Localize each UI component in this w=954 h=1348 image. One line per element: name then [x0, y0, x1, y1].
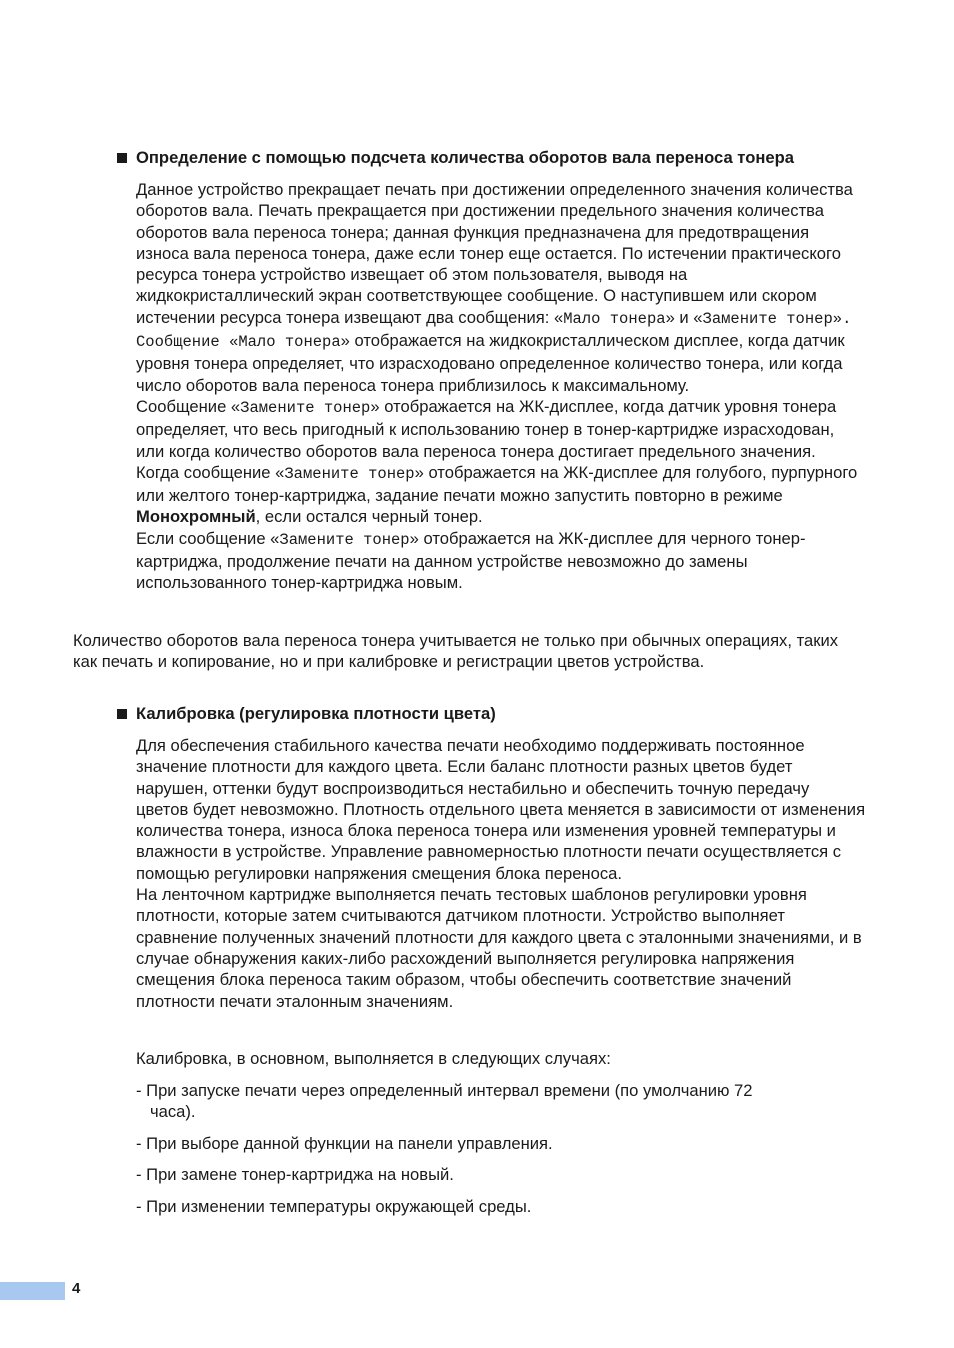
- paragraph: Для обеспечения стабильного качества печати необходимо поддерживать постоянное значение плотности для каждого цвета. Если баланс плотности разных цветов будет нарушен, оттенки будут воспроизводиться нестабильно и обеспечить точную передачу цветов будет невозможно. Плотность отдельного цвета меняется в зависимости от изменения количества тонера, износа блока переноса тонера или изменения уровней температуры и влажности в устройстве. Управление равномерностью плотности печати осуществляется с помощью регулировки напряжения смещения блока переноса.: [136, 736, 866, 883]
- lcd-message: Замените тонер: [284, 464, 415, 483]
- list-item: - При запуске печати через определенный интервал времени (по умолчанию 72 часа).: [136, 1081, 753, 1122]
- note-paragraph: Количество оборотов вала переноса тонера учитывается не только при обычных операциях, таких как печать и копирование, но и при калибровке и регистрации цветов устройства.: [73, 631, 839, 672]
- lcd-message: Мало тонера: [238, 333, 341, 352]
- page-tab-marker: [0, 1282, 65, 1300]
- paragraph: Если сообщение «Замените тонер» отображается на ЖК-дисплее для черного тонер-картриджа, продолжение печати на данном устройстве невозможно до замены использованного тонер-картриджа новым.: [136, 528, 806, 593]
- section-body-toner-count: [136, 179, 866, 594]
- section-heading-text: Определение с помощью подсчета количества оборотов вала переноса тонера: [136, 148, 794, 167]
- list-item: - При выборе данной функции на панели управления.: [136, 1134, 553, 1153]
- section-heading-calibration: [117, 704, 496, 724]
- list-item: - При изменении температуры окружающей среды.: [136, 1197, 532, 1216]
- lcd-message: Мало тонера: [563, 309, 666, 328]
- lcd-message: Замените тонер: [279, 530, 410, 549]
- paragraph: Сообщение «Замените тонер» отображается на ЖК-дисплее, когда датчик уровня тонера определяет, что весь пригодный к использованию тонер в тонер-картридже израсходован, или когда количество оборотов вала переноса тонера достигает предельного значения.: [136, 396, 837, 461]
- section-heading-text: Калибровка (регулировка плотности цвета): [136, 704, 496, 723]
- calibration-intro: Калибровка, в основном, выполняется в следующих случаях:: [136, 1049, 611, 1068]
- mode-name: Монохромный: [136, 507, 256, 527]
- page-number: 4: [72, 1280, 81, 1297]
- square-bullet-icon: [117, 153, 127, 163]
- section-body-calibration: [136, 735, 866, 1012]
- list-item: - При замене тонер-картриджа на новый.: [136, 1165, 454, 1184]
- paragraph: Когда сообщение «Замените тонер» отображается на ЖК-дисплее для голубого, пурпурного или желтого тонер-картриджа, задание печати можно запустить повторно в режиме Монохромный, если остался черный тонер.: [136, 462, 858, 527]
- paragraph: Данное устройство прекращает печать при достижении определенного значения количества оборотов вала. Печать прекращается при достижении предельного значения количества оборотов вала переноса тонера; данная функция предназначена для предотвращения износа вала переноса тонера, даже если тонер еще остается. По истечении практического ресурса тонера устройство извещает об этом пользователя, выводя на жидкокристаллический экран соответствующее сообщение. О наступившем или скором истечении ресурса тонера извещают два сообщения: «Мало тонера» и «Замените тонер». Сообщение «Мало тонера» отображается на жидкокристаллическом дисплее, когда датчик уровня тонера определяет, что израсходовано определенное количество тонера, или когда число оборотов вала переноса тонера приблизилось к максимальному.: [136, 180, 853, 395]
- paragraph: На ленточном картридже выполняется печать тестовых шаблонов регулировки уровня плотности, которые затем считываются датчиком плотности. Устройство выполняет сравнение полученных значений плотности для каждого цвета с эталонными значениями, и в случае обнаружения каких-либо расхождений выполняется регулировка напряжения смещения блока переноса таким образом, чтобы обеспечить соответствие значений плотности печати эталонным значениям.: [136, 885, 862, 1011]
- square-bullet-icon: [117, 709, 127, 719]
- lcd-message: Замените тонер: [240, 398, 371, 417]
- lcd-message: Замените тонер: [702, 309, 833, 328]
- section-heading-toner-count: [117, 148, 794, 168]
